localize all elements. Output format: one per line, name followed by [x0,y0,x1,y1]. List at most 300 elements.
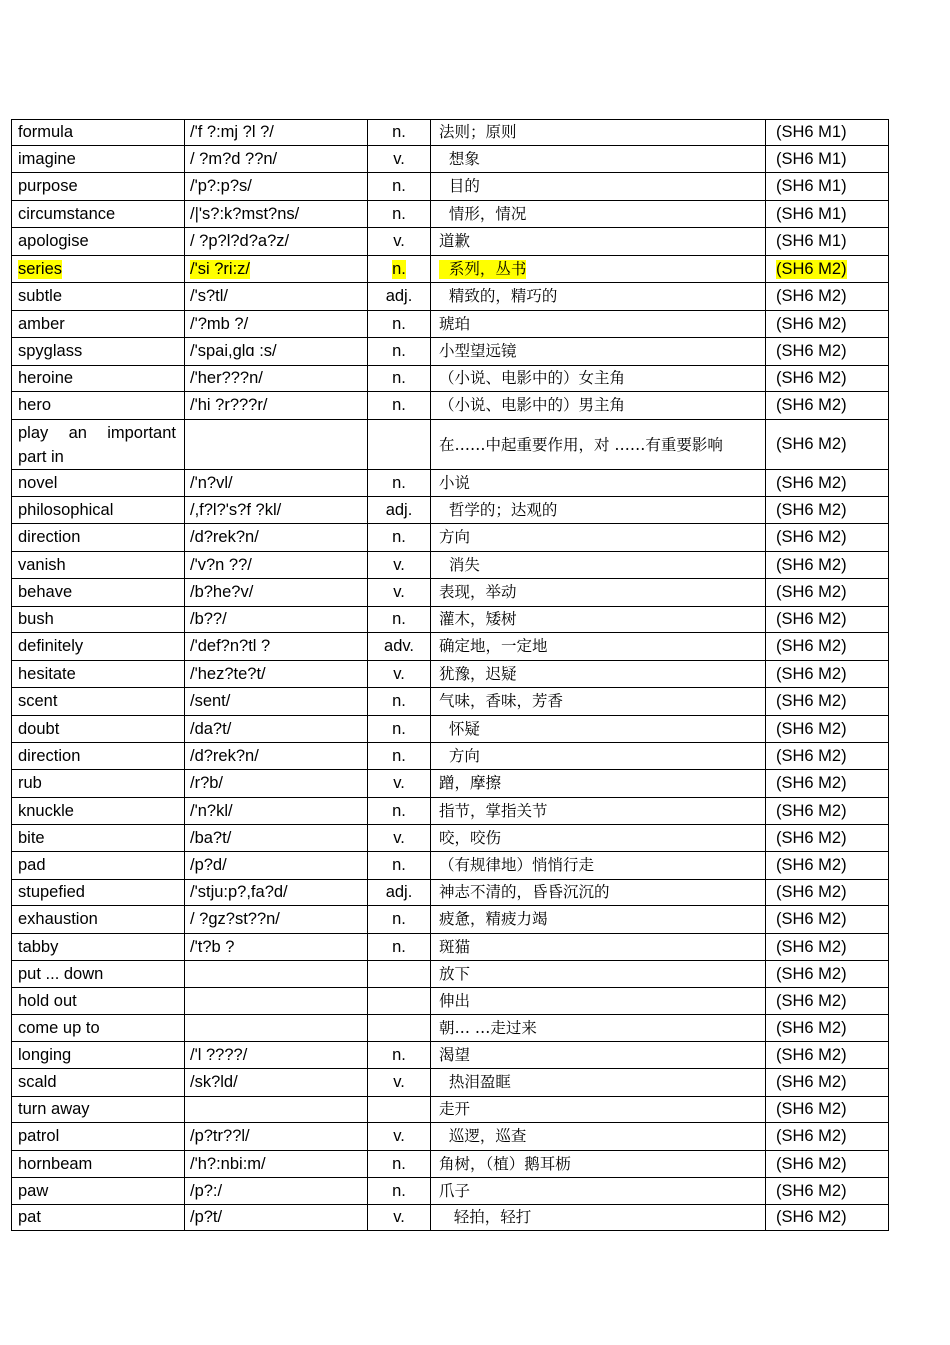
table-row [12,420,889,470]
meaning-cell [431,311,766,338]
word-cell [12,1123,185,1151]
phonetic-text: / ?ɡz?st??n/ [190,910,280,928]
phonetic-cell [185,497,368,524]
part-of-speech-cell [368,552,431,579]
meaning-cell [431,1123,766,1151]
part-of-speech-text: adv. [384,637,414,655]
part-of-speech-cell [368,338,431,366]
phonetic-cell [185,120,368,146]
part-of-speech-text: n. [392,801,406,820]
unit-text: (SH6 M2) [776,396,847,414]
unit-cell [766,497,889,524]
meaning-text: 轻拍，轻打 [439,1208,532,1226]
word-cell [12,1015,185,1042]
unit-cell [766,228,889,256]
phonetic-text: /'def?n?tl ? [190,637,271,655]
meaning-cell [431,852,766,880]
word-cell [12,311,185,338]
meaning-cell [431,607,766,633]
word-text: direction [18,528,81,546]
meaning-text: 情形，情况 [439,204,527,223]
meaning-text: 法则；原则 [439,123,517,141]
unit-text: (SH6 M2) [776,369,847,387]
unit-cell [766,524,889,552]
meaning-text: 表现，举动 [439,583,517,601]
word-cell [12,798,185,825]
word-cell [12,1178,185,1205]
meaning-text: 哲学的；达观的 [439,500,558,519]
table-row [12,661,889,688]
word-text: rub [18,774,42,792]
phonetic-text: /'f ?:mj ?l ?/ [190,123,274,141]
table-row [12,743,889,770]
part-of-speech-text: v. [393,664,405,683]
word-text: heroine [18,369,74,387]
phonetic-text: / ?m?d ??n/ [190,149,278,168]
unit-text: (SH6 M2) [776,991,847,1010]
meaning-text: 小型望远镜 [439,342,517,360]
word-cell [12,716,185,743]
unit-cell [766,1123,889,1151]
part-of-speech-text: n. [392,259,406,278]
meaning-text: 渴望 [439,1045,471,1064]
phonetic-text: /'p?:p?s/ [190,177,252,195]
word-text: bite [18,828,45,847]
part-of-speech-text: v. [393,1127,405,1145]
meaning-cell [431,770,766,798]
unit-text: (SH6 M2) [776,555,847,574]
part-of-speech-cell [368,366,431,392]
unit-text: (SH6 M2) [776,435,847,453]
meaning-text: 方向 [439,746,480,765]
phonetic-text: /p?:/ [190,1181,223,1200]
meaning-cell [431,1151,766,1178]
part-of-speech-cell [368,961,431,988]
unit-text: (SH6 M1) [776,232,847,250]
word-text: philosophical [18,500,114,519]
part-of-speech-text: adj. [385,883,413,901]
part-of-speech-text: n. [392,746,406,765]
word-text: turn away [18,1100,90,1118]
word-cell [12,880,185,906]
phonetic-text: /'s?tl/ [190,287,228,305]
part-of-speech-cell [368,1205,431,1231]
phonetic-cell [185,825,368,852]
part-of-speech-cell [368,825,431,852]
table-row [12,228,889,256]
phonetic-text: /ba?t/ [190,828,232,847]
table-row [12,607,889,633]
phonetic-cell [185,1123,368,1151]
unit-cell [766,633,889,661]
part-of-speech-text: n. [392,342,406,360]
meaning-text: 消失 [439,555,480,574]
meaning-cell [431,497,766,524]
part-of-speech-text: n. [392,314,406,333]
phonetic-cell [185,392,368,420]
unit-text: (SH6 M2) [776,746,847,765]
meaning-cell [431,201,766,228]
meaning-cell [431,934,766,961]
part-of-speech-cell [368,392,431,420]
table-row [12,1178,889,1205]
unit-text: (SH6 M2) [776,1127,847,1145]
part-of-speech-text: v. [393,555,405,574]
unit-cell [766,1178,889,1205]
unit-text: (SH6 M2) [776,1045,847,1064]
part-of-speech-cell [368,716,431,743]
phonetic-cell [185,607,368,633]
table-row [12,1042,889,1069]
unit-text: (SH6 M2) [776,801,847,820]
meaning-text: （有规律地）悄悄行走 [439,856,595,874]
phonetic-text: /sent/ [190,692,231,710]
phonetic-text: /b??/ [190,610,227,628]
table-row [12,880,889,906]
phonetic-cell [185,1097,368,1123]
phonetic-cell [185,852,368,880]
table-row [12,524,889,552]
part-of-speech-cell [368,283,431,311]
part-of-speech-text: n. [392,856,406,874]
unit-text: (SH6 M2) [776,342,847,360]
part-of-speech-text: n. [392,123,406,141]
word-text: put ... down [18,964,104,983]
word-text: longing [18,1045,72,1064]
word-cell [12,256,185,283]
phonetic-cell [185,470,368,497]
unit-cell [766,607,889,633]
meaning-text: 精致的，精巧的 [439,287,558,305]
word-cell [12,607,185,633]
unit-text: (SH6 M1) [776,123,847,141]
unit-cell [766,1042,889,1069]
phonetic-text: /d?rek?n/ [190,528,259,546]
meaning-cell [431,1097,766,1123]
phonetic-text: /'l ????/ [190,1045,248,1064]
unit-cell [766,934,889,961]
word-cell [12,906,185,934]
meaning-cell [431,552,766,579]
table-row [12,770,889,798]
phonetic-cell [185,1042,368,1069]
meaning-text: 小说 [439,473,471,492]
unit-cell [766,470,889,497]
unit-cell [766,201,889,228]
word-cell [12,470,185,497]
part-of-speech-cell [368,470,431,497]
meaning-text: 目的 [439,177,480,195]
unit-cell [766,1205,889,1231]
meaning-text: （小说、电影中的）男主角 [439,396,626,414]
part-of-speech-cell [368,1042,431,1069]
phonetic-text: /p?d/ [190,856,227,874]
unit-cell [766,688,889,716]
word-cell [12,1205,185,1231]
meaning-text: 巡逻，巡查 [439,1127,527,1145]
unit-text: (SH6 M2) [776,259,847,278]
unit-cell [766,392,889,420]
meaning-text: 爪子 [439,1181,471,1200]
word-text: novel [18,473,58,492]
unit-cell [766,880,889,906]
meaning-cell [431,146,766,173]
word-text: direction [18,746,81,765]
unit-cell [766,716,889,743]
phonetic-text: /|'s?:k?mst?ns/ [190,204,300,223]
meaning-cell [431,633,766,661]
word-text: subtle [18,287,63,305]
phonetic-cell [185,256,368,283]
part-of-speech-text: n. [392,1045,406,1064]
phonetic-text: /da?t/ [190,719,232,738]
unit-cell [766,256,889,283]
unit-text: (SH6 M2) [776,1100,847,1118]
phonetic-text: /p?tr??l/ [190,1127,250,1145]
unit-text: (SH6 M2) [776,692,847,710]
meaning-text: 方向 [439,528,471,546]
unit-text: (SH6 M2) [776,1181,847,1200]
meaning-text: 走开 [439,1100,471,1118]
part-of-speech-cell [368,524,431,552]
meaning-cell [431,1015,766,1042]
part-of-speech-text: v. [393,149,405,168]
table-row [12,1015,889,1042]
part-of-speech-text: n. [392,204,406,223]
part-of-speech-text: n. [392,528,406,546]
phonetic-cell [185,524,368,552]
part-of-speech-cell [368,852,431,880]
part-of-speech-text: v. [393,828,405,847]
unit-text: (SH6 M2) [776,1073,847,1091]
part-of-speech-cell [368,880,431,906]
meaning-cell [431,120,766,146]
part-of-speech-cell [368,906,431,934]
phonetic-cell [185,934,368,961]
part-of-speech-text: n. [392,910,406,928]
meaning-text: （小说、电影中的）女主角 [439,369,626,387]
unit-text: (SH6 M2) [776,637,847,655]
meaning-cell [431,392,766,420]
meaning-text: 角树，（植）鹅耳枥 [439,1154,571,1173]
word-cell [12,1069,185,1097]
table-row [12,579,889,607]
table-row [12,392,889,420]
word-text: paw [18,1181,49,1200]
unit-text: (SH6 M2) [776,774,847,792]
part-of-speech-text: adj. [385,287,413,305]
part-of-speech-cell [368,633,431,661]
word-cell [12,173,185,201]
unit-cell [766,988,889,1015]
phonetic-text: /'stju:p?,fa?d/ [190,883,288,901]
unit-text: (SH6 M1) [776,149,847,168]
unit-text: (SH6 M1) [776,177,847,195]
word-text: tabby [18,937,59,956]
meaning-cell [431,1205,766,1231]
meaning-cell [431,688,766,716]
meaning-cell [431,173,766,201]
word-text: hesitate [18,664,76,683]
unit-text: (SH6 M2) [776,910,847,928]
word-text: knuckle [18,801,74,820]
meaning-cell [431,283,766,311]
unit-cell [766,798,889,825]
meaning-text: 灌木，矮树 [439,610,517,628]
vocabulary-table-body [12,120,889,1231]
meaning-cell [431,228,766,256]
word-text: hornbeam [18,1154,93,1173]
meaning-text: 琥珀 [439,314,471,333]
part-of-speech-cell [368,1097,431,1123]
part-of-speech-text: v. [393,583,405,601]
word-cell [12,743,185,770]
table-row [12,852,889,880]
word-text: patrol [18,1127,60,1145]
part-of-speech-cell [368,1178,431,1205]
part-of-speech-text: v. [393,774,405,792]
meaning-cell [431,256,766,283]
part-of-speech-cell [368,770,431,798]
part-of-speech-text: n. [392,1181,406,1200]
phonetic-text: /b?he?v/ [190,583,254,601]
table-row [12,934,889,961]
unit-cell [766,852,889,880]
table-row [12,688,889,716]
word-cell [12,1097,185,1123]
part-of-speech-text: n. [392,369,406,387]
phonetic-cell [185,338,368,366]
unit-cell [766,338,889,366]
part-of-speech-text: n. [392,396,406,414]
phonetic-text: /,f?l?'s?f ?kl/ [190,500,282,519]
word-cell [12,1042,185,1069]
meaning-text: 确定地，一定地 [439,637,548,655]
table-row [12,906,889,934]
word-cell [12,228,185,256]
meaning-cell [431,825,766,852]
phonetic-text: /'h?:nbi:m/ [190,1154,266,1173]
table-row [12,1097,889,1123]
part-of-speech-cell [368,201,431,228]
meaning-cell [431,743,766,770]
part-of-speech-cell [368,743,431,770]
word-text: pad [18,856,46,874]
word-cell [12,524,185,552]
word-text: imagine [18,149,76,168]
meaning-text: 斑猫 [439,937,471,956]
word-cell [12,497,185,524]
phonetic-text: /'?mb ?/ [190,314,249,333]
word-cell [12,688,185,716]
meaning-text: 神志不清的，昏昏沉沉的 [439,883,610,901]
part-of-speech-cell [368,228,431,256]
word-cell [12,283,185,311]
phonetic-text: /d?rek?n/ [190,746,259,765]
word-text: stupefied [18,883,85,901]
vocabulary-table [11,119,889,1231]
meaning-cell [431,338,766,366]
phonetic-cell [185,283,368,311]
unit-cell [766,146,889,173]
meaning-text: 朝… …走过来 [439,1018,537,1037]
phonetic-cell [185,552,368,579]
phonetic-text: /'si ?ri:z/ [190,259,250,278]
unit-text: (SH6 M2) [776,610,847,628]
unit-text: (SH6 M2) [776,500,847,519]
phonetic-text: /r?b/ [190,774,224,792]
meaning-cell [431,420,766,470]
word-cell [12,146,185,173]
meaning-cell [431,1069,766,1097]
meaning-text: 咬，咬伤 [439,828,502,847]
phonetic-cell [185,906,368,934]
table-row [12,256,889,283]
part-of-speech-text: v. [393,232,405,250]
unit-text: (SH6 M1) [776,204,847,223]
phonetic-cell [185,228,368,256]
word-text: definitely [18,637,84,655]
unit-cell [766,366,889,392]
unit-text: (SH6 M2) [776,1208,847,1226]
word-cell [12,366,185,392]
part-of-speech-cell [368,256,431,283]
meaning-text: 伸出 [439,991,471,1010]
phonetic-cell [185,688,368,716]
unit-cell [766,311,889,338]
unit-text: (SH6 M2) [776,964,847,983]
unit-cell [766,1151,889,1178]
meaning-text: 道歉 [439,232,471,250]
phonetic-cell [185,743,368,770]
word-cell [12,552,185,579]
unit-cell [766,825,889,852]
phonetic-text: /'n?vl/ [190,473,233,492]
part-of-speech-text: n. [392,1154,406,1173]
part-of-speech-cell [368,420,431,470]
part-of-speech-text: n. [392,692,406,710]
part-of-speech-text: v. [393,1208,405,1226]
part-of-speech-cell [368,1123,431,1151]
table-row [12,825,889,852]
table-row [12,338,889,366]
table-row [12,366,889,392]
unit-text: (SH6 M2) [776,937,847,956]
part-of-speech-text: n. [392,937,406,956]
meaning-cell [431,961,766,988]
meaning-text: 放下 [439,964,471,983]
part-of-speech-text: n. [392,177,406,195]
word-text: spyglass [18,342,83,360]
phonetic-cell [185,146,368,173]
phonetic-cell [185,661,368,688]
word-cell [12,1151,185,1178]
word-text: amber [18,314,65,333]
unit-text: (SH6 M2) [776,828,847,847]
part-of-speech-cell [368,988,431,1015]
meaning-text: 疲惫，精疲力竭 [439,910,548,928]
word-text: hero [18,396,52,414]
word-text: come up to [18,1018,100,1037]
word-text: exhaustion [18,910,98,928]
part-of-speech-cell [368,497,431,524]
unit-cell [766,661,889,688]
table-row [12,497,889,524]
word-text: doubt [18,719,60,738]
phonetic-text: /'t?b ? [190,937,235,956]
unit-cell [766,552,889,579]
part-of-speech-cell [368,1151,431,1178]
